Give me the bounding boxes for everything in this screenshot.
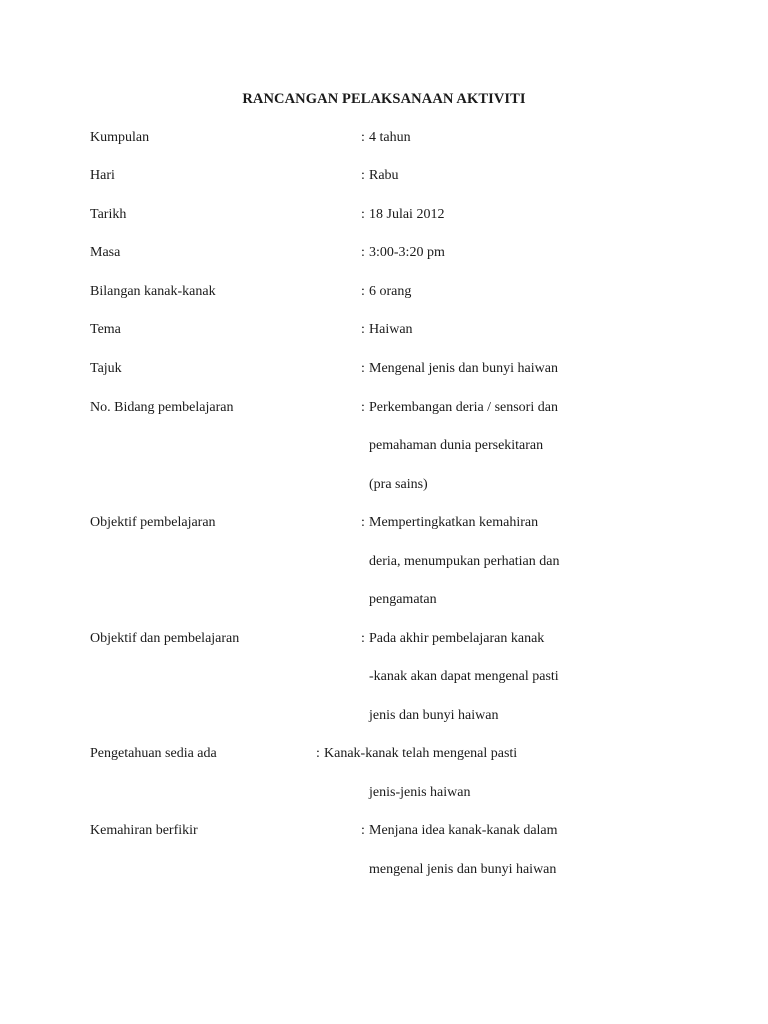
- field-label-tajuk: Tajuk: [90, 361, 122, 376]
- field-colon: :: [361, 515, 365, 530]
- field-value-pengetahuan-line-2: jenis-jenis haiwan: [369, 785, 471, 800]
- field-value-kumpulan: 4 tahun: [369, 130, 411, 145]
- field-colon: :: [361, 245, 365, 260]
- field-label-tarikh: Tarikh: [90, 207, 127, 222]
- field-label-bidang: No. Bidang pembelajaran: [90, 400, 234, 415]
- field-label-pengetahuan: Pengetahuan sedia ada: [90, 746, 217, 761]
- field-value-pengetahuan-line-1: Kanak-kanak telah mengenal pasti: [324, 746, 518, 761]
- field-value-bidang-line-3: (pra sains): [369, 477, 428, 492]
- field-colon: :: [361, 631, 365, 646]
- field-value-masa: 3:00-3:20 pm: [369, 245, 445, 260]
- field-value-objektif-line-1: Mempertingkatkan kemahiran: [369, 515, 539, 530]
- field-value-objektif-dan-line-3: jenis dan bunyi haiwan: [369, 708, 499, 723]
- field-value-tarikh: 18 Julai 2012: [369, 207, 445, 222]
- field-colon: :: [361, 322, 365, 337]
- field-label-kumpulan: Kumpulan: [90, 130, 150, 145]
- field-colon: :: [361, 400, 365, 415]
- field-colon: :: [316, 746, 320, 761]
- field-colon: :: [361, 361, 365, 376]
- field-colon: :: [361, 823, 365, 838]
- document-title: RANCANGAN PELAKSANAAN AKTIVITI: [242, 91, 526, 107]
- field-label-objektif-dan: Objektif dan pembelajaran: [90, 631, 240, 646]
- field-value-kemahiran-line-2: mengenal jenis dan bunyi haiwan: [369, 862, 557, 877]
- field-colon: :: [361, 284, 365, 299]
- field-label-hari: Hari: [90, 168, 115, 183]
- field-label-objektif: Objektif pembelajaran: [90, 515, 216, 530]
- field-label-bilangan: Bilangan kanak-kanak: [90, 284, 216, 299]
- field-label-masa: Masa: [90, 245, 121, 260]
- field-value-objektif-dan-line-1: Pada akhir pembelajaran kanak: [369, 631, 545, 646]
- field-value-tema: Haiwan: [369, 322, 413, 337]
- field-value-objektif-line-3: pengamatan: [369, 592, 437, 607]
- field-colon: :: [361, 130, 365, 145]
- field-value-hari: Rabu: [369, 168, 399, 183]
- field-value-objektif-dan-line-2: -kanak akan dapat mengenal pasti: [369, 669, 559, 684]
- field-colon: :: [361, 207, 365, 222]
- field-value-bilangan: 6 orang: [369, 284, 412, 299]
- field-colon: :: [361, 168, 365, 183]
- field-value-bidang-line-2: pemahaman dunia persekitaran: [369, 438, 544, 453]
- field-value-objektif-line-2: deria, menumpukan perhatian dan: [369, 554, 560, 569]
- field-value-kemahiran-line-1: Menjana idea kanak-kanak dalam: [369, 823, 558, 838]
- field-value-bidang-line-1: Perkembangan deria / sensori dan: [369, 400, 558, 415]
- field-label-kemahiran: Kemahiran berfikir: [90, 823, 198, 838]
- field-label-tema: Tema: [90, 322, 121, 337]
- field-value-tajuk: Mengenal jenis dan bunyi haiwan: [369, 361, 558, 376]
